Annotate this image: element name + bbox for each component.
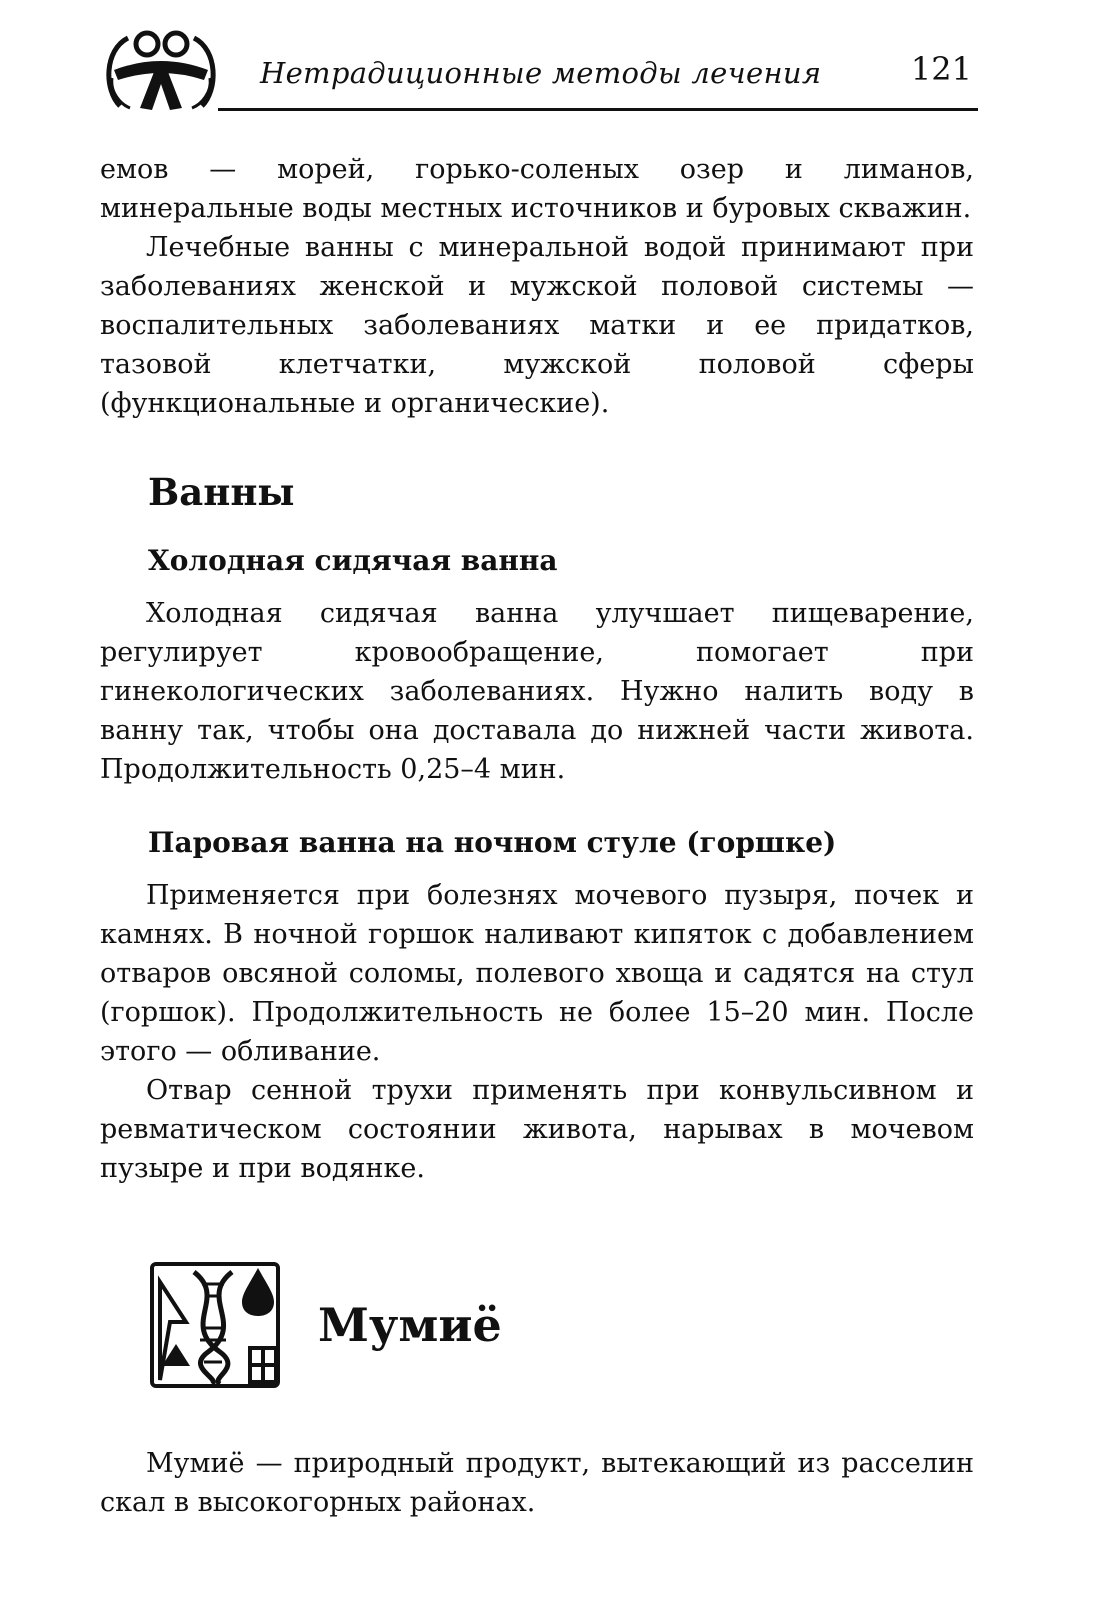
page-header bbox=[100, 28, 978, 116]
running-title: Нетрадиционные методы лечения bbox=[260, 56, 822, 90]
cold-bath-text bbox=[100, 594, 974, 789]
dna-section-icon bbox=[150, 1262, 280, 1388]
paragraph: Лечебные ванны с минеральной водой принимают при заболеваниях женской и мужской половой системы — воспалительных заболеваниях матки и ее придатков, тазовой клетчатки, мужской половой сферы (функциональные и органические). bbox=[100, 232, 974, 419]
paragraph: Холодная сидячая ванна улучшает пищеварение, регулирует кровообращение, помогает при гинекологических заболеваниях. Нужно налить воду в ванну так, чтобы она доставала до нижней части живота. Продолжительность 0,25–4 мин. bbox=[100, 598, 974, 785]
figure-logo-icon bbox=[100, 28, 222, 114]
header-rule bbox=[218, 108, 978, 111]
section-heading-mumie: Мумиё bbox=[318, 1298, 502, 1352]
subheading-steam-bath: Паровая ванна на ночном стуле (горшке) bbox=[148, 826, 837, 859]
paragraph: Применяется при болезнях мочевого пузыря, почек и камнях. В ночной горшок наливают кипяток с добавлением отваров овсяной соломы, полевого хвоща и садятся на стул (горшок). Продолжительность не более 15–20 мин. После этого — обливание. bbox=[100, 880, 974, 1067]
paragraph: Мумиё — природный продукт, вытекающий из расселин скал в высокогорных районах. bbox=[100, 1448, 974, 1518]
intro-text bbox=[100, 150, 974, 423]
paragraph: Отвар сенной трухи применять при конвульсивном и ревматическом состоянии живота, нарывах в мочевом пузыре и при водянке. bbox=[100, 1075, 974, 1184]
steam-bath-text bbox=[100, 876, 974, 1188]
page-number: 121 bbox=[910, 50, 972, 88]
paragraph: емов — морей, горько-соленых озер и лиманов, минеральные воды местных источников и буровых скважин. bbox=[100, 154, 974, 224]
subheading-cold-bath: Холодная сидячая ванна bbox=[148, 544, 558, 577]
mumie-text bbox=[100, 1444, 974, 1522]
section-heading-vanny: Ванны bbox=[148, 470, 295, 514]
